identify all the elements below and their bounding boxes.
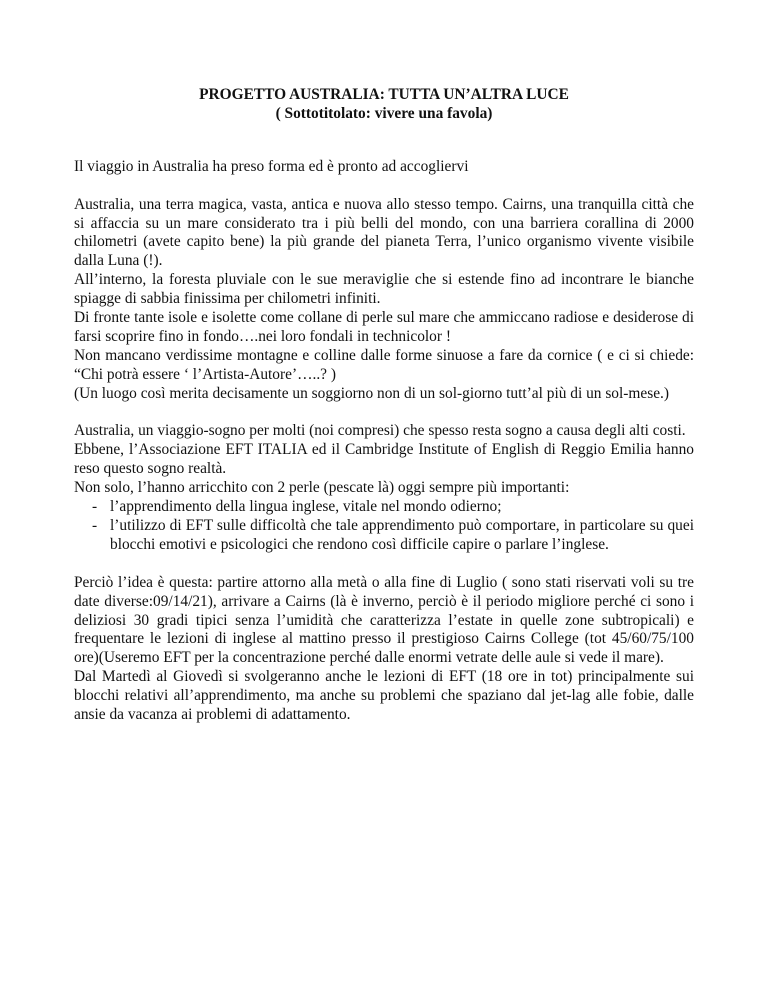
blank-line — [74, 177, 694, 196]
paragraph-line: Dal Martedì al Giovedì si svolgeranno anche le lezioni di EFT (18 ore in tot) principalmente sui blocchi relativi all’apprendimento, ma anche su problemi che spaziano dal jet-lag alle fobie, dalle ansie da vacanza ai problemi di adattamento. — [74, 668, 694, 724]
paragraph-line: Australia, una terra magica, vasta, antica e nuova allo stesso tempo. Cairns, una tranquilla città che si affaccia su un mare considerato tra i più belli del mondo, con una barriera corallina di 2000 chilometri (avete capito bene) la più grande del pianeta Terra, l’unico organismo vivente visibile dalla Luna (!). — [74, 195, 694, 270]
paragraph-line: Perciò l’idea è questa: partire attorno alla metà o alla fine di Luglio ( sono stati riservati voli su tre date diverse:09/14/21), arrivare a Cairns (là è inverno, perciò è il periodo migliore perché ci sono i deliziosi 30 gradi tipici senza l’umidità che caratterizza l’estate in quelle zone subtropicali) e frequentare le lezioni di inglese al mattino presso il prestigioso Cairns College (tot 45/60/75/100 ore)(Useremo EFT per la concentrazione perché dalle enormi vetrate delle aule si vede il mare). — [74, 573, 694, 667]
paragraph-line: (Un luogo così merita decisamente un soggiorno non di un sol-giorno tutt’al più di un sol-mese.) — [74, 384, 670, 402]
paragraph-australia — [74, 196, 694, 404]
paragraph-line: Ebbene, l’Associazione EFT ITALIA ed il Cambridge Institute of English di Reggio Emilia hanno reso questo sogno realtà. — [74, 441, 694, 478]
paragraph-viaggio-sogno — [74, 422, 694, 498]
blank-line — [74, 555, 694, 574]
list-dash: - — [92, 498, 98, 516]
title-block — [74, 86, 694, 124]
list-item — [74, 498, 694, 517]
list-item-text: l’apprendimento della lingua inglese, vitale nel mondo odierno; — [110, 498, 502, 516]
intro-line: Il viaggio in Australia ha preso forma ed è pronto ad accogliervi — [74, 157, 469, 175]
paragraph-line: Non solo, l’hanno arricchito con 2 perle (pescate là) oggi sempre più importanti: — [74, 479, 570, 497]
list-item-text: l’utilizzo di EFT sulle difficoltà che tale apprendimento può comportare, in particolare su quei blocchi emotivi e psicologici che rendono così difficile capire o parlare l’inglese. — [110, 517, 694, 553]
paragraph-line: All’interno, la foresta pluviale con le sue meraviglie che si estende fino ad incontrare le bianche spiagge di sabbia finissima per chilometri infiniti. — [74, 271, 694, 308]
document-subtitle: ( Sottotitolato: vivere una favola) — [275, 104, 493, 122]
document-title: PROGETTO AUSTRALIA: TUTTA UN’ALTRA LUCE — [199, 86, 569, 103]
list-item — [74, 517, 694, 555]
list-dash: - — [92, 517, 98, 534]
paragraph-line: Australia, un viaggio-sogno per molti (noi compresi) che spesso resta sogno a causa degli alti costi. — [74, 422, 686, 440]
blank-line — [74, 404, 694, 423]
paragraph-line: Non mancano verdissime montagne e colline dalle forme sinuose a fare da cornice ( e ci si chiede: “Chi potrà essere ‘ l’Artista-Autore’…..? ) — [74, 346, 694, 383]
document-body — [74, 86, 694, 725]
paragraph-programma — [74, 574, 694, 725]
paragraph-line: Di fronte tante isole e isolette come collane di perle sul mare che ammiccano radiose e desiderose di farsi scoprire fino in fondo….nei loro fondali in technicolor ! — [74, 309, 694, 345]
perle-list — [74, 498, 694, 555]
